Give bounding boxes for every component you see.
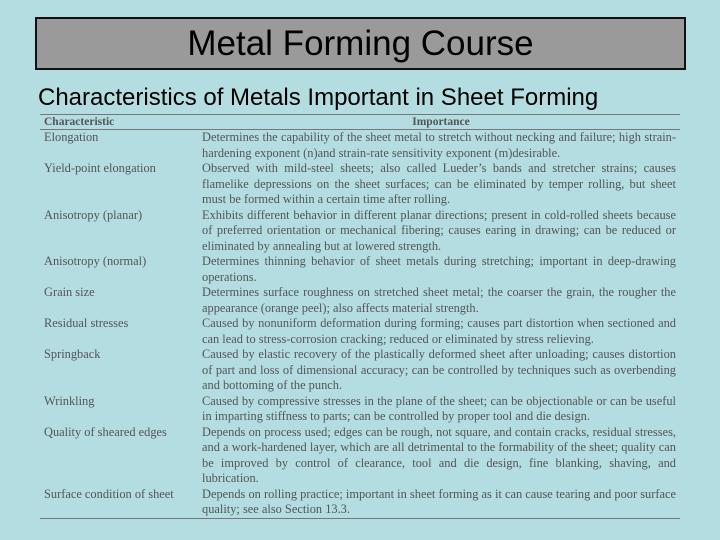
slide-title: Metal Forming Course	[35, 17, 686, 70]
row-characteristic: Grain size	[44, 285, 95, 299]
table-row	[40, 130, 680, 161]
table-row	[40, 285, 680, 316]
table-row	[40, 425, 680, 487]
row-characteristic: Springback	[44, 347, 101, 361]
row-importance: Observed with mild-steel sheets; also called Lueder’s bands and stretcher strains; causes flamelike depressions on the sheet surfaces; can be eliminated by temper rolling, but sheet must be formed within a certain time after rolling.	[202, 161, 676, 206]
table-row	[40, 254, 680, 285]
header-importance: Importance	[412, 116, 470, 128]
table-row	[40, 316, 680, 347]
row-importance: Caused by nonuniform deformation during forming; causes part distortion when sectioned and can lead to stress-corrosion cracking; reduced or eliminated by stress relieving.	[202, 316, 676, 346]
table-row	[40, 487, 680, 518]
table-row	[40, 347, 680, 394]
row-importance: Exhibits different behavior in different planar directions; present in cold-rolled sheets because of preferred orientation or mechanical fibering; causes earing in drawing; can be reduced or eliminated by annealing but at lowered strength.	[202, 207, 676, 253]
table-row	[40, 208, 680, 255]
table-row	[40, 394, 680, 425]
row-characteristic: Anisotropy (normal)	[44, 254, 147, 268]
header-characteristic: Characteristic	[44, 116, 115, 128]
table-bottom-rule	[40, 518, 680, 519]
row-characteristic: Elongation	[44, 130, 99, 144]
characteristics-table	[40, 114, 680, 530]
row-characteristic: Wrinkling	[44, 393, 95, 408]
row-importance: Caused by compressive stresses in the plane of the sheet; can be objectionable or can be useful in imparting stiffness to parts; can be controlled by proper tool and die design.	[202, 393, 676, 423]
table-row	[40, 161, 680, 208]
row-characteristic: Residual stresses	[44, 316, 129, 330]
row-importance: Depends on process used; edges can be rough, not square, and contain cracks, residual stresses, and a work-hardened layer, which are all detrimental to the formability of the sheet; quality can be improved by control of clearance, tool and die design, fine blanking, shaving, and lubrication.	[202, 424, 676, 485]
row-characteristic: Quality of sheared edges	[44, 424, 167, 439]
row-characteristic: Anisotropy (planar)	[44, 207, 143, 222]
row-characteristic: Yield-point elongation	[44, 161, 156, 175]
table-header-row	[40, 115, 680, 130]
row-importance: Determines the capability of the sheet metal to stretch without necking and failure; high strain-hardening exponent (n)and strain-rate sensitivity exponent (m)desirable.	[202, 130, 676, 160]
slide-subtitle: Characteristics of Metals Important in Sheet Forming	[38, 84, 599, 111]
row-importance: Determines thinning behavior of sheet metals during stretching; important in deep-drawing operations.	[202, 254, 676, 284]
row-importance: Determines surface roughness on stretched sheet metal; the coarser the grain, the rougher the appearance (orange peel); also affects material strength.	[202, 285, 676, 315]
row-characteristic: Surface condition of sheet	[44, 486, 174, 501]
row-importance: Depends on rolling practice; important in sheet forming as it can cause tearing and poor surface quality; see also Section 13.3.	[202, 486, 676, 516]
row-importance: Caused by elastic recovery of the plastically deformed sheet after unloading; causes distortion of part and loss of dimensional accuracy; can be controlled by techniques such as overbending and bottoming of the punch.	[202, 347, 676, 392]
